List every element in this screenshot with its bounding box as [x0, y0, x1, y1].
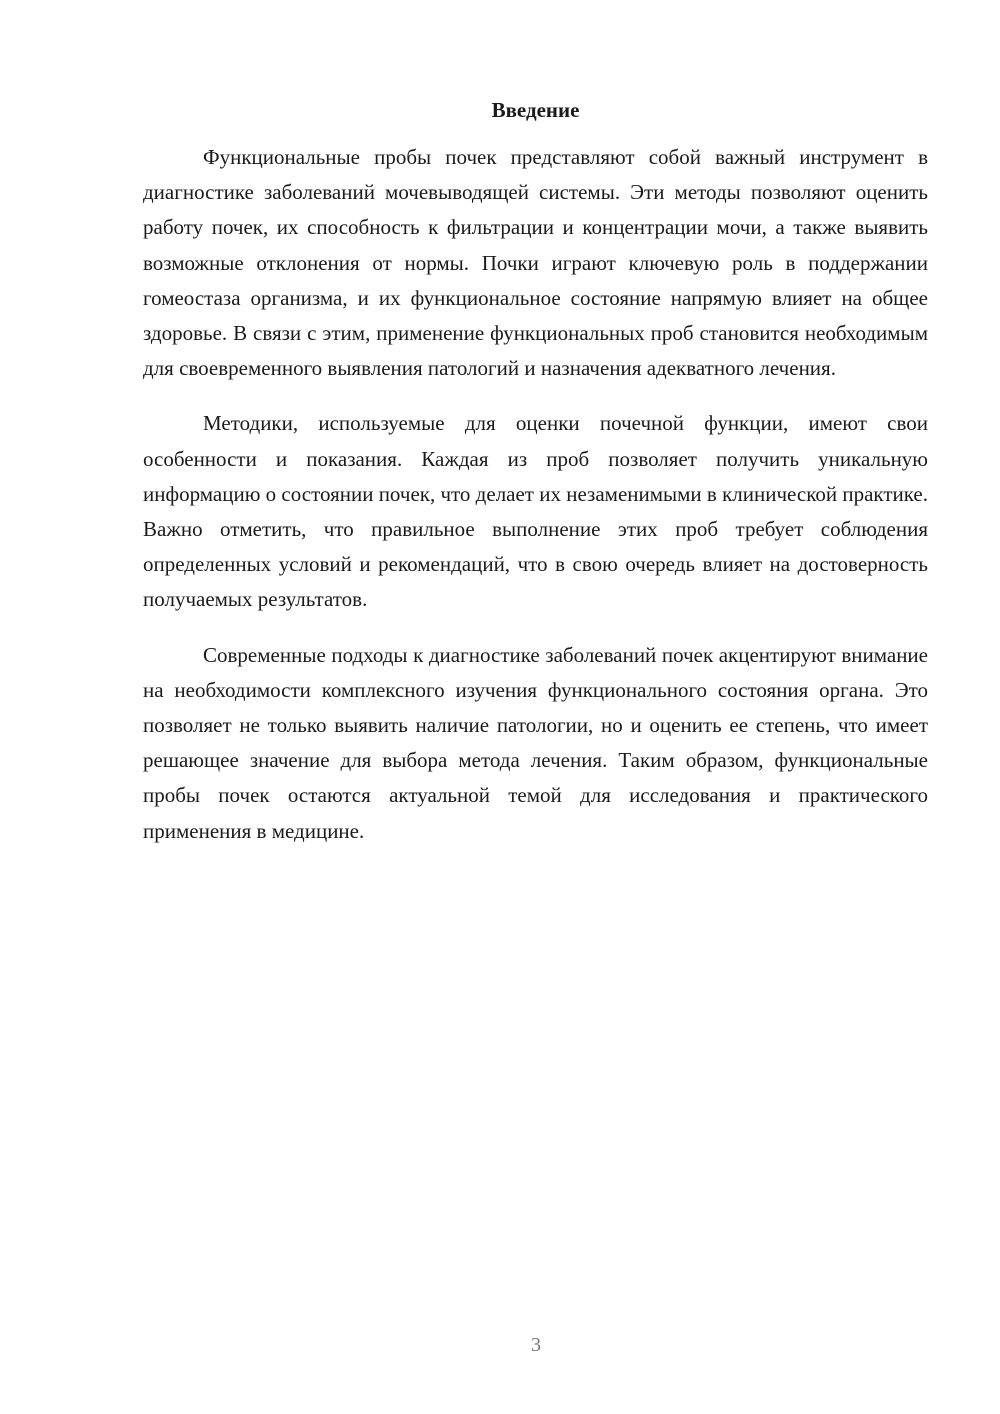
page-content: [143, 92, 928, 869]
paragraph-1: Функциональные пробы почек представляют собой важный инструмент в диагностике заболеваний мочевыводящей системы. Эти методы позволяют оценить работу почек, их способность к фильтрации и концентрации мочи, а также выявить возможные отклонения от нормы. Почки играют ключевую роль в поддержании гомеостаза организма, и их функциональное состояние напрямую влияет на общее здоровье. В связи с этим, применение функциональных проб становится необходимым для своевременного выявления патологий и назначения адекватного лечения.: [143, 145, 928, 381]
section-title: Введение: [491, 98, 580, 122]
paragraph-2: Методики, используемые для оценки почечной функции, имеют свои особенности и показания. Каждая из проб позволяет получить уникальную информацию о состоянии почек, что делает их незаменимыми в клинической практике. Важно отметить, что правильное выполнение этих проб требует соблюдения определенных условий и рекомендаций, что в свою очередь влияет на достоверность получаемых результатов.: [143, 411, 928, 612]
page-number: 3: [531, 1334, 541, 1356]
paragraph-3: Современные подходы к диагностике заболеваний почек акцентируют внимание на необходимости комплексного изучения функционального состояния органа. Это позволяет не только выявить наличие патологии, но и оценить ее степень, что имеет решающее значение для выбора метода лечения. Таким образом, функциональные пробы почек остаются актуальной темой для исследования и практического применения в медицине.: [143, 642, 928, 843]
